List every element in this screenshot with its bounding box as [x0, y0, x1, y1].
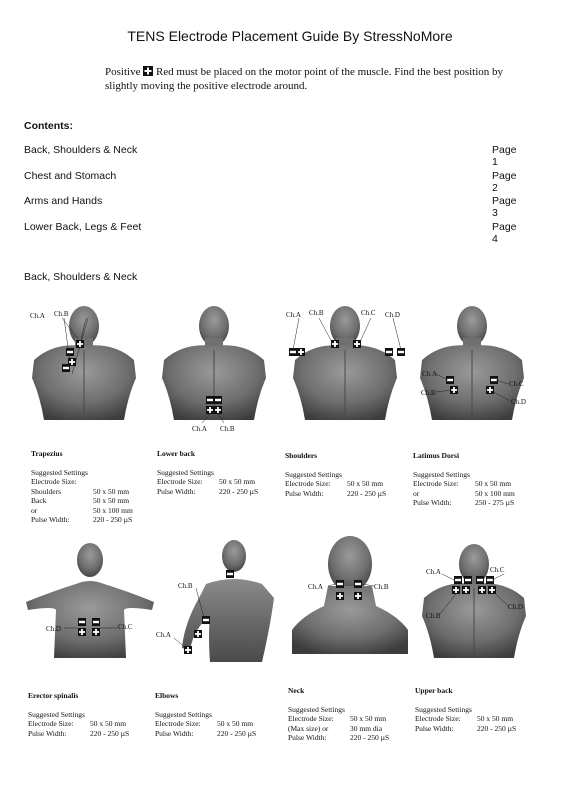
channel-a-label: Ch.A: [308, 583, 323, 591]
upper-back-caption: Upper back Suggested Settings Electrode Size: 50 x 50 mm Pulse Width: 220 - 250 µS: [415, 686, 517, 733]
toc-item-page: Page 3: [492, 195, 517, 219]
latimus-dorsi-figure: [412, 298, 540, 422]
settings-heading: Suggested Settings: [415, 704, 472, 714]
toc-item-name: Back, Shoulders & Neck: [24, 144, 138, 156]
toc-item-lower-back-legs-feet[interactable]: [24, 221, 524, 245]
toc-item-name: Arms and Hands: [24, 195, 103, 207]
channel-a-label: Ch.A: [422, 370, 437, 378]
channel-d-label: Ch.D: [508, 603, 523, 611]
positive-electrode-icon: [143, 66, 153, 76]
placement-name: Elbows: [155, 691, 179, 700]
channel-b-label: Ch.B: [309, 309, 324, 317]
toc-item-name: Chest and Stomach: [24, 170, 117, 182]
placement-name: Latimus Dorsi: [413, 451, 460, 460]
channel-a-label: Ch.A: [192, 425, 207, 433]
toc-item-chest-stomach[interactable]: [24, 170, 524, 194]
channel-a-label: Ch.A: [30, 312, 45, 320]
document-title: TENS Electrode Placement Guide By StressNoMore: [127, 28, 453, 44]
placement-name: Neck: [288, 686, 305, 695]
back-body-illustration: [422, 544, 526, 658]
channel-a-label: Ch.A: [286, 311, 301, 319]
channel-a-label: Ch.A: [426, 568, 441, 576]
placement-name: Erector spinalis: [28, 691, 79, 700]
back-body-illustration: [420, 306, 524, 420]
lower-back-figure: [154, 298, 282, 436]
channel-c-label: Ch.C: [509, 380, 524, 388]
back-body-illustration: [293, 306, 397, 420]
settings-heading: Suggested Settings: [285, 469, 342, 479]
trapezius-caption: Trapezius Suggested Settings Electrode Size: Shoulders 50 x 50 mm Back 50 x 50 mm or 50 x 100 mm Pulse Width: 220 - 250 µS: [31, 449, 133, 524]
settings-heading: Suggested Settings: [413, 469, 470, 479]
back-body-illustration: [32, 306, 136, 420]
erector-spinalis-caption: Erector spinalis Suggested Settings Electrode Size: 50 x 50 mm Pulse Width: 220 - 250 µS: [28, 691, 130, 738]
neck-figure: [288, 534, 412, 658]
shoulders-figure: [285, 298, 411, 422]
lower-back-caption: Lower back Suggested Settings Electrode Size: 50 x 50 mm Pulse Width: 220 - 250 µS: [157, 449, 259, 496]
channel-b-label: Ch.B: [421, 389, 436, 397]
toc-item-name: Lower Back, Legs & Feet: [24, 221, 142, 233]
channel-d-label: Ch.D: [46, 625, 61, 633]
channel-d-label: Ch.D: [511, 398, 526, 406]
channel-d-label: Ch.D: [385, 311, 400, 319]
placement-name: Trapezius: [31, 449, 63, 458]
section-title: Back, Shoulders & Neck: [24, 271, 138, 283]
channel-c-label: Ch.C: [490, 566, 505, 574]
channel-b-label: Ch.B: [374, 583, 389, 591]
channel-a-label: Ch.A: [156, 631, 171, 639]
settings-heading: Suggested Settings: [28, 709, 85, 719]
shoulders-caption: Shoulders Suggested Settings Electrode Size: 50 x 50 mm Pulse Width: 220 - 250 µS: [285, 451, 387, 498]
toc-item-back-shoulders-neck[interactable]: [24, 144, 524, 168]
settings-heading: Suggested Settings: [155, 709, 212, 719]
placement-name: Lower back: [157, 449, 195, 458]
latimus-dorsi-caption: Latimus Dorsi Suggested Settings Electrode Size: 50 x 50 mm or 50 x 100 mm Pulse Width: 250 - 275 µS: [413, 451, 515, 507]
channel-b-label: Ch.B: [54, 310, 69, 318]
upper-back-figure: [414, 536, 540, 660]
settings-heading: Suggested Settings: [31, 467, 88, 477]
channel-b-label: Ch.B: [178, 582, 193, 590]
intro-paragraph: [105, 65, 505, 93]
settings-heading: Suggested Settings: [288, 704, 345, 714]
toc-item-arms-hands[interactable]: [24, 195, 524, 219]
channel-b-label: Ch.B: [426, 612, 441, 620]
toc-item-page: Page 2: [492, 170, 517, 194]
contents-heading: Contents:: [24, 120, 73, 132]
intro-positive-label: Positive: [105, 66, 141, 78]
elbows-figure: [154, 538, 282, 666]
placement-name: Shoulders: [285, 451, 318, 460]
elbows-caption: Elbows Suggested Settings Electrode Size: 50 x 50 mm Pulse Width: 220 - 250 µS: [155, 691, 257, 738]
toc-item-page: Page 1: [492, 144, 517, 168]
channel-c-label: Ch.C: [361, 309, 376, 317]
channel-b-label: Ch.B: [220, 425, 235, 433]
intro-instruction-text: Red must be placed on the motor point of the muscle. Find the best position by slightly moving the positive electrode around.: [105, 66, 504, 92]
erector-spinalis-figure: [26, 540, 156, 664]
toc-item-page: Page 4: [492, 221, 517, 245]
trapezius-figure: [24, 298, 152, 422]
placement-name: Upper back: [415, 686, 453, 695]
neck-caption: Neck Suggested Settings Electrode Size: 50 x 50 mm (Max size) or 30 mm dia Pulse Width: 220 - 250 µS: [288, 686, 390, 742]
channel-c-label: Ch.C: [118, 623, 133, 631]
settings-heading: Suggested Settings: [157, 467, 214, 477]
